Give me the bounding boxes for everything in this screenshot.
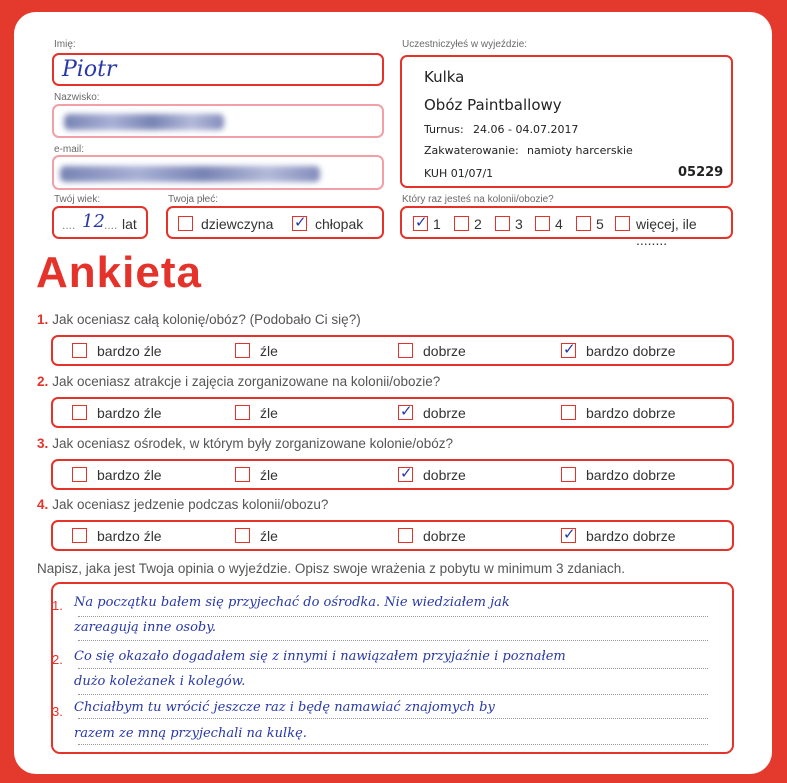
female-checkbox[interactable] (178, 216, 193, 231)
rating-label: dobrze (423, 405, 466, 421)
rating-checkbox[interactable] (398, 528, 413, 543)
opinion-line-2: zareagują inne osoby. (74, 620, 216, 635)
surname-field[interactable] (52, 104, 384, 138)
question-2 (37, 374, 440, 389)
turnus-value: 24.06 - 04.07.2017 (473, 123, 579, 136)
answer-row-2 (51, 397, 734, 428)
rating-checkbox[interactable] (561, 405, 576, 420)
question-4 (37, 497, 328, 512)
survey-title: Ankieta (36, 248, 202, 297)
question-number: 2. (37, 374, 49, 389)
question-number: 4. (37, 497, 49, 512)
email-field[interactable] (52, 155, 384, 190)
times-2-label: 2 (474, 216, 482, 232)
trip-code: KUH 01/07/1 (424, 167, 494, 180)
times-2-checkbox[interactable] (454, 216, 469, 231)
question-number: 3. (37, 436, 49, 451)
times-4-checkbox[interactable] (535, 216, 550, 231)
check-mark-icon: ✓ (400, 464, 413, 482)
age-value: 12 (82, 211, 105, 232)
check-mark-icon: ✓ (400, 402, 413, 420)
rating-checkbox[interactable] (235, 467, 250, 482)
rating-label: źle (260, 405, 278, 421)
email-label: e-mail: (54, 144, 85, 155)
accommodation-value: namioty harcerskie (527, 144, 633, 157)
trip-number: 05229 (678, 165, 724, 180)
opinion-number-2: 2. (52, 652, 63, 667)
opinion-line-3: Co się okazało dogadałem się z innymi i nawiązałem przyjaźnie i poznałem (74, 649, 566, 664)
trip-box (400, 55, 733, 188)
age-dots-left: .... (62, 218, 76, 232)
answer-row-1 (51, 335, 734, 366)
question-text: Jak oceniasz całą kolonię/obóz? (Podobało Ci się?) (52, 312, 361, 327)
opinion-line-5: Chciałbym tu wrócić jeszcze raz i będę namawiać znajomych by (74, 700, 495, 715)
name-value: Piotr (62, 57, 117, 82)
female-label: dziewczyna (201, 216, 274, 232)
male-checkbox[interactable]: ✓ (294, 213, 307, 231)
rating-label: dobrze (423, 528, 466, 544)
opinion-line-4: dużo koleżanek i kolegów. (74, 674, 246, 689)
question-text: Jak oceniasz ośrodek, w którym były zorganizowane kolonie/obóz? (52, 436, 453, 451)
opinion-line-6: razem ze mną przyjechali na kulkę. (74, 726, 307, 741)
age-dots-right: .... (104, 218, 118, 232)
rating-label: dobrze (423, 467, 466, 483)
rating-checkbox[interactable] (398, 464, 413, 482)
opinion-prompt: Napisz, jaka jest Twoja opinia o wyjeździe. Opisz swoje wrażenia z pobytu w minimum 3 zdaniach. (37, 561, 626, 576)
rating-label: dobrze (423, 343, 466, 359)
times-3-checkbox[interactable] (495, 216, 510, 231)
turnus-label: Turnus: (424, 123, 464, 136)
rating-checkbox[interactable] (561, 525, 576, 543)
rating-label: źle (260, 467, 278, 483)
times-5-checkbox[interactable] (576, 216, 591, 231)
rating-label: bardzo źle (97, 467, 162, 483)
rating-checkbox[interactable] (561, 340, 576, 358)
question-1 (37, 312, 361, 327)
answer-row-4 (51, 520, 734, 551)
accommodation-label: Zakwaterowanie: (424, 144, 519, 157)
rating-checkbox[interactable] (72, 343, 87, 358)
rating-label: bardzo źle (97, 343, 162, 359)
rating-checkbox[interactable] (72, 528, 87, 543)
check-mark-icon: ✓ (563, 340, 576, 358)
surname-redacted (64, 114, 224, 130)
rating-checkbox[interactable] (235, 405, 250, 420)
trip-camp: Obóz Paintballowy (424, 96, 562, 114)
trip-label: Uczestniczyłeś w wyjeździe: (402, 39, 528, 50)
email-redacted (60, 166, 320, 182)
times-1-label: 1 (433, 216, 441, 232)
rating-label: bardzo dobrze (586, 405, 676, 421)
times-4-label: 4 (555, 216, 563, 232)
rating-checkbox[interactable] (72, 405, 87, 420)
answer-row-3 (51, 459, 734, 490)
rating-label: bardzo dobrze (586, 467, 676, 483)
rating-checkbox[interactable] (72, 467, 87, 482)
rating-label: bardzo źle (97, 528, 162, 544)
times-1-checkbox[interactable]: ✓ (415, 213, 428, 231)
rating-label: źle (260, 343, 278, 359)
question-text: Jak oceniasz atrakcje i zajęcia zorganizowane na kolonii/obozie? (52, 374, 441, 389)
question-number: 1. (37, 312, 49, 327)
rating-checkbox[interactable] (398, 402, 413, 420)
age-label: Twój wiek: (54, 194, 101, 205)
times-field (400, 206, 733, 248)
rating-checkbox[interactable] (235, 343, 250, 358)
rating-label: bardzo źle (97, 405, 162, 421)
gender-label: Twoja płeć: (168, 194, 219, 205)
opinion-number-3: 3. (52, 704, 63, 719)
times-more-label: więcej, ile ........ (636, 216, 697, 248)
rating-label: bardzo dobrze (586, 528, 676, 544)
opinion-number-1: 1. (52, 598, 63, 613)
surname-label: Nazwisko: (54, 92, 100, 103)
times-5-label: 5 (596, 216, 604, 232)
question-text: Jak oceniasz jedzenie podczas kolonii/obozu? (52, 497, 329, 512)
gender-field (166, 206, 384, 239)
trip-name: Kulka (424, 68, 465, 86)
times-3-label: 3 (515, 216, 523, 232)
times-more-checkbox[interactable] (615, 216, 630, 231)
opinion-line-1: Na początku bałem się przyjechać do ośrodka. Nie wiedziałem jak (74, 595, 510, 610)
age-field[interactable] (52, 206, 148, 239)
age-unit: lat (122, 216, 137, 232)
check-mark-icon: ✓ (563, 525, 576, 543)
times-label: Który raz jesteś na kolonii/obozie? (402, 194, 554, 205)
rating-label: bardzo dobrze (586, 343, 676, 359)
question-3 (37, 436, 453, 451)
rating-checkbox[interactable] (561, 467, 576, 482)
name-field[interactable] (52, 53, 384, 86)
male-label: chłopak (315, 216, 364, 232)
name-label: Imię: (54, 39, 76, 50)
rating-label: źle (260, 528, 278, 544)
rating-checkbox[interactable] (398, 343, 413, 358)
rating-checkbox[interactable] (235, 528, 250, 543)
